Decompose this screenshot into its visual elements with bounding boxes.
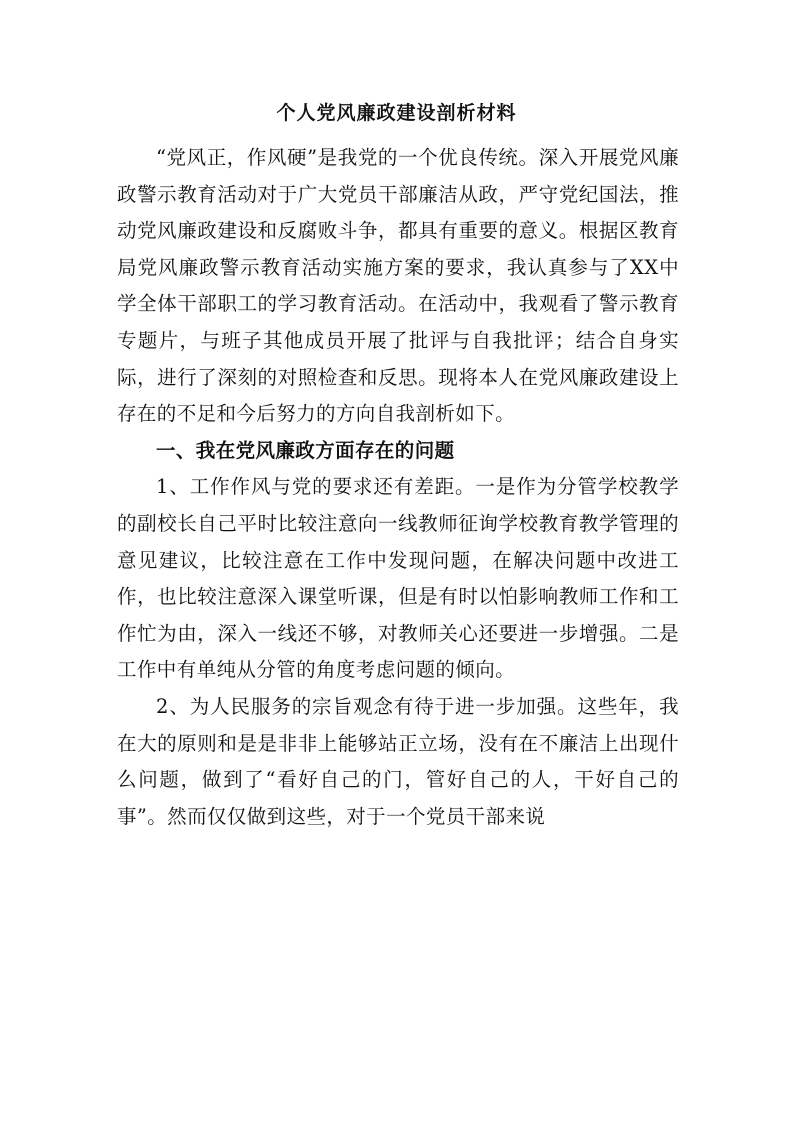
section-item-2: 2、为人民服务的宗旨观念有待于进一步加强。这些年，我在大的原则和是是非非上能够站正立场，没有在不廉洁上出现什么问题，做到了“看好自己的门，管好自己的人，干好自己的事”。然而仅仅做到这些，对于一个党员干部来说	[117, 694, 679, 828]
section-heading: 一、我在党风廉政方面存在的问题	[156, 438, 455, 462]
document-title: 个人党风廉政建设剖析材料	[276, 102, 517, 124]
document-body	[117, 140, 679, 835]
intro-paragraph: “党风正，作风硬”是我党的一个优良传统。深入开展党风廉政警示教育活动对于广大党员干部廉洁从政，严守党纪国法，推动党风廉政建设和反腐败斗争，都具有重要的意义。根据区教育局党风廉政警示教育活动实施方案的要求，我认真参与了XX中学全体干部职工的学习教育活动。在活动中，我观看了警示教育专题片，与班子其他成员开展了批评与自我批评；结合自身实际，进行了深刻的对照检查和反思。现将本人在党风廉政建设上存在的不足和今后努力的方向自我剖析如下。	[117, 146, 679, 426]
section-item-1: 1、工作作风与党的要求还有差距。一是作为分管学校教学的副校长自己平时比较注意向一线教师征询学校教育教学管理的意见建议，比较注意在工作中发现问题，在解决问题中改进工作，也比较注意深入课堂听课，但是有时以怕影响教师工作和工作忙为由，深入一线还不够，对教师关心还要进一步增强。二是工作中有单纯从分管的角度考虑问题的倾向。	[117, 475, 679, 682]
